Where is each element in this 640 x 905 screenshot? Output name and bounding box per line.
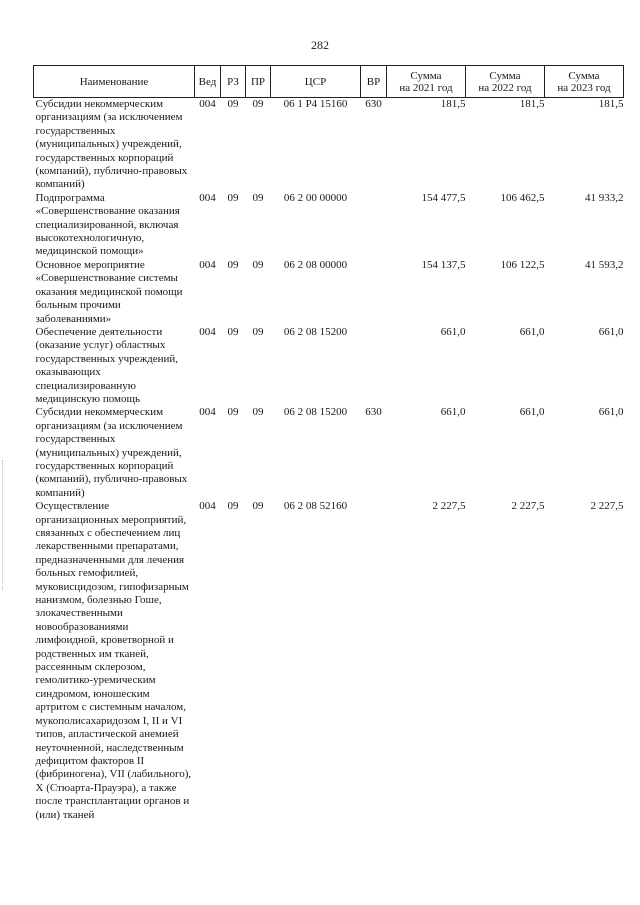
row-sum-2021: 154 477,5: [421, 191, 466, 204]
row-pr: 09: [252, 500, 264, 513]
row-sum-2022: 106 462,5: [500, 191, 545, 204]
row-sum-2021: 661,0: [440, 325, 466, 338]
table-header: [34, 66, 624, 98]
row-vr: 630: [365, 406, 382, 419]
budget-table: [33, 65, 624, 822]
row-pr: 09: [252, 258, 264, 271]
header-pr: ПР: [246, 66, 271, 98]
row-sum-2023: 41 933,2: [585, 191, 624, 204]
header-sum-2022-line2: на 2022 год: [478, 81, 532, 94]
header-sum-2023-line2: на 2023 год: [557, 81, 611, 94]
row-vr: [361, 326, 387, 406]
table-body: [34, 98, 624, 822]
header-sum-2023: [545, 66, 624, 98]
row-pr: 09: [252, 98, 264, 110]
row-vr: 630: [365, 98, 382, 110]
row-vr: [361, 500, 387, 822]
row-sum-2022: 2 227,5: [511, 500, 545, 513]
row-vr: [361, 259, 387, 326]
row-ved: 004: [199, 500, 216, 513]
row-sum-2021: 154 137,5: [421, 258, 466, 271]
row-csr: 06 2 08 52160: [283, 500, 348, 513]
row-sum-2023: 661,0: [598, 325, 624, 338]
row-pr: 09: [252, 406, 264, 419]
row-sum-2023: 2 227,5: [590, 500, 624, 513]
page-number: 282: [311, 38, 329, 52]
row-sum-2023: 41 593,2: [585, 258, 624, 271]
header-rz: РЗ: [221, 66, 246, 98]
row-sum-2021: 181,5: [440, 98, 466, 110]
row-ved: 004: [199, 258, 216, 271]
row-rz: 09: [227, 325, 239, 338]
table-row: [34, 406, 624, 500]
header-sum-2021-line2: на 2021 год: [399, 81, 453, 94]
row-ved: 004: [199, 325, 216, 338]
header-sum-2021-line1: Сумма: [410, 69, 442, 82]
row-sum-2023: 661,0: [598, 406, 624, 419]
scan-margin-mark: [2, 460, 7, 590]
row-name: Подпрограмма «Совершенствование оказания специализированной, включая высокотехнологичную, медицинской помощи»: [35, 191, 180, 258]
row-sum-2021: 661,0: [440, 406, 466, 419]
table-row: [34, 500, 624, 822]
table-row: [34, 98, 624, 192]
row-sum-2022: 661,0: [519, 325, 545, 338]
row-sum-2022: 661,0: [519, 406, 545, 419]
row-vr: [361, 192, 387, 259]
row-name: Обеспечение деятельности (оказание услуг) областных государственных учреждений, оказывающих специализированную медицинскую помощь: [35, 325, 179, 405]
row-rz: 09: [227, 406, 239, 419]
row-ved: 004: [199, 191, 216, 204]
header-sum-2022: [466, 66, 545, 98]
row-rz: 09: [227, 191, 239, 204]
row-rz: 09: [227, 500, 239, 513]
header-sum-2021: [387, 66, 466, 98]
row-sum-2023: 181,5: [598, 98, 624, 110]
row-csr: 06 2 08 00000: [283, 258, 348, 271]
table-row: [34, 192, 624, 259]
row-csr: 06 2 00 00000: [283, 191, 348, 204]
row-sum-2022: 181,5: [519, 98, 545, 110]
row-sum-2022: 106 122,5: [500, 258, 545, 271]
header-ved: Вед: [195, 66, 221, 98]
header-vr: ВР: [361, 66, 387, 98]
header-sum-2023-line1: Сумма: [568, 69, 600, 82]
row-name: Осуществление организационных мероприятий, связанных с обеспечением лиц лекарственными препаратами, предназначенными для лечения больных гемофилией, муковисцидозом, гипофизарным нанизмом, болезнью Гоше, злокачественными новообразованиями лимфоидной, кроветворной и родственных им тканей, рассеянным склерозом, гемолитико-уремическим синдромом, юношеским артритом с системным началом, мукополисахаридозом I, II и VI типов, апластической анемией неуточненной, наследственным дефицитом факторов II (фибриногена), VII (лабильного), X (Стюарта-Прауэра), а также после трансплантации органов и (или) тканей: [35, 500, 192, 821]
row-name: Основное мероприятие «Совершенствование системы оказания медицинской помощи больным прочими заболеваниями»: [35, 258, 183, 325]
row-rz: 09: [227, 98, 239, 110]
row-csr: 06 2 08 15200: [283, 325, 348, 338]
header-csr: ЦСР: [271, 66, 361, 98]
row-ved: 004: [199, 98, 216, 110]
header-name: Наименование: [34, 66, 195, 98]
table-row: [34, 326, 624, 406]
row-ved: 004: [199, 406, 216, 419]
table-row: [34, 259, 624, 326]
row-csr: 06 2 08 15200: [283, 406, 348, 419]
row-pr: 09: [252, 325, 264, 338]
row-rz: 09: [227, 258, 239, 271]
row-name: Субсидии некоммерческим организациям (за исключением государственных (муниципальных) учреждений, государственных корпораций (компаний), публично-правовых компаний): [35, 98, 188, 191]
row-sum-2021: 2 227,5: [432, 500, 466, 513]
header-sum-2022-line1: Сумма: [489, 69, 521, 82]
row-name: Субсидии некоммерческим организациям (за исключением государственных (муниципальных) учреждений, государственных корпораций (компаний), публично-правовых компаний): [35, 406, 188, 499]
row-csr: 06 1 Р4 15160: [283, 98, 348, 110]
row-pr: 09: [252, 191, 264, 204]
